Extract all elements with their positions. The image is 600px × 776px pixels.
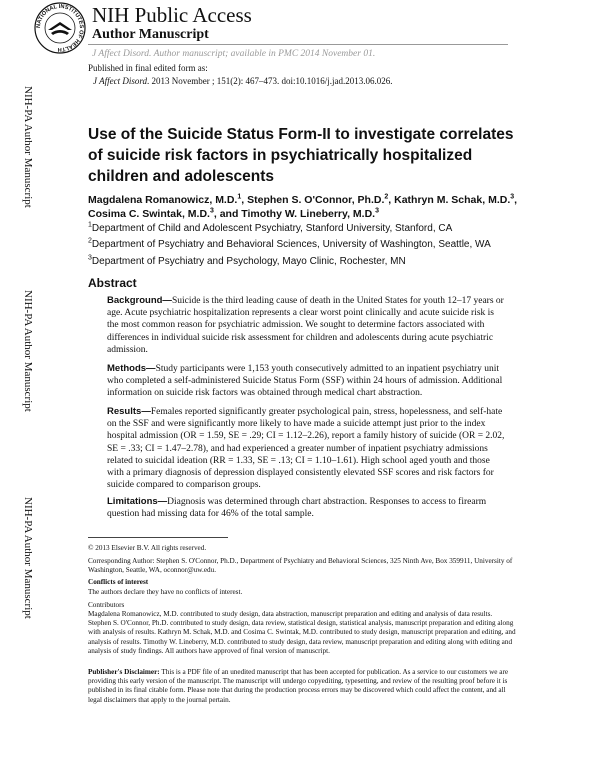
published-label: Published in final edited form as: xyxy=(88,63,208,73)
contributors-heading: Contributors xyxy=(88,601,125,609)
author-name: Kathryn M. Schak, M.D. xyxy=(394,194,511,206)
author-affiliation-mark: 3 xyxy=(375,207,379,215)
logo-ring-text: NATIONAL INSTITUTES OF HEALTH xyxy=(35,3,85,53)
author-name: Magdalena Romanowicz, M.D. xyxy=(88,194,238,206)
abstract-limitations: Limitations—Diagnosis was determined through chart abstraction. Responses to access to firearm question had missing data for 46% of the total sample. xyxy=(107,496,487,520)
svg-text:NATIONAL INSTITUTES OF HEALTH xyxy=(36,4,84,52)
author-affiliation-mark: 3 xyxy=(510,193,515,201)
author-name: Stephen S. O'Connor, Ph.D. xyxy=(247,194,385,206)
affiliation-1: $^1$Department of Child and Adolescent Psychiatry, Stanford University, Stanford, CA xyxy=(88,221,453,234)
citation-details: . 2013 November ; 151(2): 467–473. doi:10.1016/j.jad.2013.06.026. xyxy=(147,76,393,86)
header-availability-note: J Affect Disord. Author manuscript; available in PMC 2014 November 01. xyxy=(92,49,376,59)
corresponding-author-note: Corresponding Author: Stephen S. O'Connor, Ph.D., Department of Psychiatry and Behavioral Sciences, 325 Ninth Ave, Box 359911, University of Washington, Seattle, WA, oconnor@uw.edu. xyxy=(88,557,513,575)
header-title: NIH Public Access xyxy=(92,3,252,27)
copyright-note: © 2013 Elsevier B.V. All rights reserved. xyxy=(88,544,207,552)
conflicts-heading: Conflicts of interest xyxy=(88,578,149,586)
publication-citation xyxy=(93,75,392,87)
abstract-background: Background—Suicide is the third leading cause of death in the United States for youth 12–17 years or age. Acute psychiatric hospitalization represents a clear worst point clinically and acute suicide risk is the most common reason for psychiatric admission. We sought to determine factors associated with differences in individual suicide risk assessment for children and adolescents during acute psychiatric admission. xyxy=(107,295,504,355)
results-label: Results— xyxy=(107,406,151,417)
author-name: Timothy W. Lineberry, M.D. xyxy=(241,208,376,220)
side-label-bottom: NIH-PA Author Manuscript xyxy=(22,497,34,619)
journal-name: J Affect Disord xyxy=(93,76,147,86)
author-affiliation-mark: 3 xyxy=(209,207,214,215)
header-subtitle: Author Manuscript xyxy=(92,27,209,42)
conflicts-text: The authors declare they have no conflicts of interest. xyxy=(88,588,243,596)
disclaimer-label: Publisher's Disclaimer: xyxy=(88,668,160,676)
abstract-methods: Methods—Study participants were 1,153 youth consecutively admitted to an inpatient psychiatry unit who completed a self-administered Suicide Status Form (SSF) within 24 hours of admission. Additional information on suicide risk factors was obtained through medical chart abstraction. xyxy=(107,363,503,399)
abstract-results: Results—Females reported significantly greater psychological pain, stress, hopelessness, and self-hate on the SSF and were significantly more likely to have made a suicide attempt just prior to the index hospital admission (OR = 1.59, SE = .29; CI = 1.12–2.26), report a family history of suicide (OR = 2.02, SE = .33; CI = 1.47–2.78), and had experienced a greater number of inpatient psychiatry admissions related to suicidal ideation (RR = 1.33, SE = .13; CI = 1.10–1.61). High school aged youth and those with a primary diagnosis of depression displayed consistently elevated SSF scores and risk factors for suicide compared to comparison groups. xyxy=(107,406,505,491)
footnote-divider xyxy=(88,537,228,538)
methods-label: Methods— xyxy=(107,363,156,374)
author-affiliation-mark: 2 xyxy=(384,193,389,201)
author-name: Cosima C. Swintak, M.D. xyxy=(88,208,210,220)
background-label: Background— xyxy=(107,295,172,306)
publisher-disclaimer: Publisher's Disclaimer: This is a PDF file of an unedited manuscript that has been accepted for publication. As a service to our customers we are providing this early version of the manuscript. The manuscript will undergo copyediting, typesetting, and review of the resulting proof before it is published in its final citable form. Please note that during the production process errors may be discovered which could affect the content, and all legal disclaimers that apply to the journal pertain. xyxy=(88,668,509,704)
contributors-text: Magdalena Romanowicz, M.D. contributed to study design, data abstraction, manuscript preparation and editing and analysis of data results. Stephen S. O'Connor, Ph.D. contributed to study design, data review, statistical design, statistical analysis, manuscript preparation and editing along with analysis of results. Kathryn M. Schak, M.D. and Cosima C. Swintak, M.D. contributed to study design, manuscript preparation and editing, and analysis of results. Timothy W. Lineberry, M.D. contributed to study design, data review, manuscript preparation and editing along with editing and analysis of study findings. All authors have approved of final version of manuscript. xyxy=(88,610,516,655)
article-title: Use of the Suicide Status Form-II to investigate correlates of suicide risk factors in psychiatrically hospitalized children and adolescents xyxy=(88,126,514,185)
abstract-heading: Abstract xyxy=(88,276,137,290)
side-label-top: NIH-PA Author Manuscript xyxy=(22,86,34,208)
affiliation-2: $^2$Department of Psychiatry and Behavioral Sciences, University of Washington, Seattle, WA xyxy=(88,237,491,250)
side-label-middle: NIH-PA Author Manuscript xyxy=(22,290,34,412)
author-affiliation-mark: 1 xyxy=(237,193,242,201)
header-divider xyxy=(88,44,508,45)
nih-logo xyxy=(34,2,86,54)
affiliation-3: $^3$Department of Psychiatry and Psychology, Mayo Clinic, Rochester, MN xyxy=(88,254,406,267)
author-list: Magdalena Romanowicz, M.D.$^1$, Stephen S. O'Connor, Ph.D.$^2$, Kathryn M. Schak, M.D.$^3$, Cosima C. Swintak, M.D.$^3$, and Timothy W. Lineberry, M.D.$^3$ xyxy=(88,193,518,220)
limitations-label: Limitations— xyxy=(107,496,168,507)
